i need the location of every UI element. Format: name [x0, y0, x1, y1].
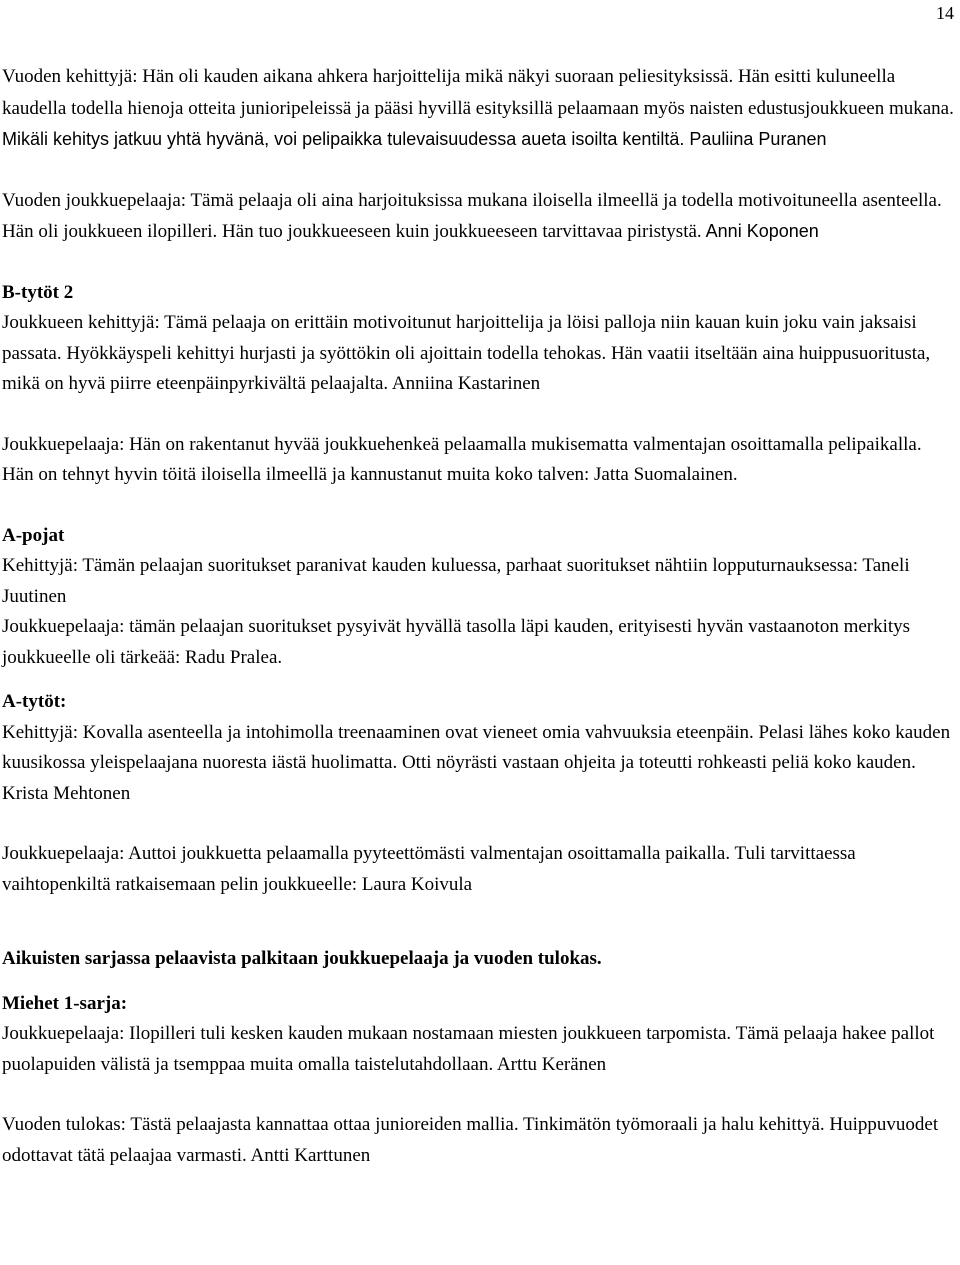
- text-segment: Pauliina Puranen: [684, 129, 827, 149]
- section-heading-aikuiset: Aikuisten sarjassa pelaavista palkitaan joukkuepelaaja ja vuoden tulokas.: [2, 948, 602, 969]
- paragraph-joukkueen-kehittyja: Joukkueen kehittyjä: Tämä pelaaja on erittäin motivoitunut harjoittelija ja löisi palloja niin kauan kuin joku vain jaksaisi passata. Hyökkäyspeli kehittyi hurjasti ja syöttökin oli ajoittain todella tehokas. Hän vaatii itseltään aina huippusuoritusta, mikä on hyvä piirre eteenpäinpyrkivältä pelaajalta. Anniina Kastarinen: [2, 312, 931, 394]
- paragraph-joukkuepelaaja-a-tytot: Joukkuepelaaja: Auttoi joukkuetta pelaamalla pyyteettömästi valmentajan osoittamalla paikalla. Tuli tarvittaessa vaihtopenkiltä ratkaisemaan pelin joukkueelle: Laura Koivula: [2, 843, 856, 895]
- paragraph-kehittyja-a-tytot: Kehittyjä: Kovalla asenteella ja intohimolla treenaaminen ovat vieneet omia vahvuuksia eteenpäin. Pelasi lähes koko kauden kuusikossa yleispelaajana nuoresta iästä huolimatta. Otti nöyrästi vastaan ohjeita ja toteutti rohkeasti peliä koko kauden. Krista Mehtonen: [2, 721, 951, 804]
- section-heading-a-pojat: A-pojat: [2, 524, 65, 546]
- paragraph-joukkuepelaaja-b-tytot: Joukkuepelaaja: Hän on rakentanut hyvää joukkuehenkeä pelaamalla mukisematta valmentajan osoittamalla pelipaikalla. Hän on tehnyt hyvin töitä iloisella ilmeellä ja kannustanut muita koko talven: Jatta Suomalainen.: [2, 433, 922, 485]
- text-segment: Vuoden joukkuepelaaja: Tämä pelaaja oli aina harjoituksissa mukana iloisella ilmeellä ja todella motivoituneella asenteella. Hän oli joukkueen ilopilleri. Hän tuo joukkueeseen kuin joukkueeseen tarvittavaa piristystä.: [2, 189, 942, 242]
- paragraph-kehittyja-a-pojat: Kehittyjä: Tämän pelaajan suoritukset paranivat kauden kuluessa, parhaat suoritukset nähtiin lopputurnauksessa: Taneli Juutinen: [2, 555, 910, 607]
- paragraph-vuoden-joukkuepelaaja: [2, 186, 954, 248]
- page-number: 14: [936, 3, 954, 23]
- paragraph-vuoden-kehittyja: [2, 62, 954, 156]
- section-heading-b-tytot-2: B-tytöt 2: [2, 281, 74, 303]
- text-segment: Mikäli kehitys jatkuu yhtä hyvänä, voi pelipaikka tulevaisuudessa aueta isoilta kentiltä.: [2, 129, 685, 149]
- text-segment: Anni Koponen: [701, 221, 819, 241]
- paragraph-joukkuepelaaja-a-pojat: Joukkuepelaaja: tämän pelaajan suoritukset pysyivät hyvällä tasolla läpi kauden, erityisesti hyvän vastaanoton merkitys joukkueelle oli tärkeää: Radu Pralea.: [2, 616, 911, 668]
- section-heading-a-tytot: A-tytöt:: [2, 691, 67, 712]
- section-heading-miehet-1-sarja: Miehet 1-sarja:: [2, 992, 128, 1014]
- paragraph-joukkuepelaaja-miehet: Joukkuepelaaja: Ilopilleri tuli kesken kauden mukaan nostamaan miesten joukkueen tarpomista. Tämä pelaaja hakee pallot puolapuiden välistä ja tsemppaa muita omalla taistelutahdollaan. Arttu Keränen: [2, 1023, 935, 1075]
- paragraph-vuoden-tulokas: Vuoden tulokas: Tästä pelaajasta kannattaa ottaa junioreiden mallia. Tinkimätön työmoraali ja halu kehittyä. Huippuvuodet odottavat tätä pelaajaa varmasti. Antti Karttunen: [2, 1114, 939, 1166]
- document-body: [2, 62, 954, 1171]
- text-segment: Vuoden kehittyjä: Hän oli kauden aikana ahkera harjoittelija mikä näkyi suoraan peliesityksissä. Hän esitti kuluneella kaudella todella hienoja otteita junioripeleissä ja pääsi hyvillä esityksillä pelaamaan myös naisten edustusjoukkueen mukana.: [2, 66, 954, 119]
